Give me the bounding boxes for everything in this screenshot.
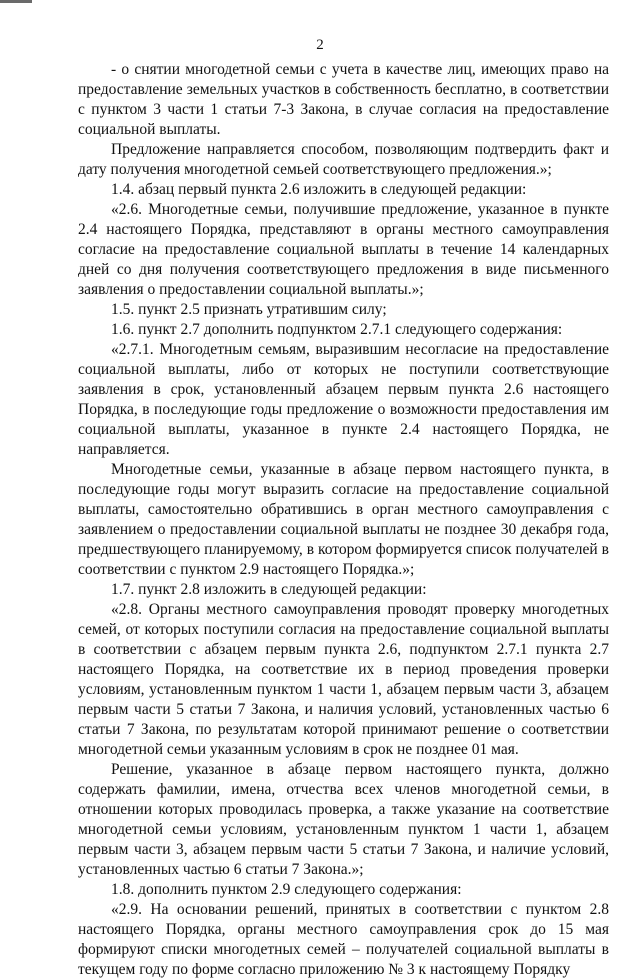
paragraph-item-1-5: 1.5. пункт 2.5 признать утратившим силу;	[111, 301, 387, 318]
paragraph-clause-2-8: «2.8. Органы местного самоуправления проводят проверку многодетных семей, от которых поступили согласия на предоставление социальной выплаты в соответствии с абзацем первым пункта 2.6, подпунктом 2.7.1 пункта 2.7 настоящего Порядка, на соответствие их в период проведения проверки условиям, установленным пунктом 1 части 1, абзацем первым части 3, абзацем первым части 5 статьи 7 Закона, и наличия условий, установленных частью 6 статьи 7 Закона, по результатам которой принимают решение о соответствии многодетной семьи указанным условиям в срок не позднее 01 мая.	[78, 601, 609, 758]
paragraph-item-1-8: 1.8. дополнить пунктом 2.9 следующего содержания:	[111, 881, 462, 898]
page-number: 2	[316, 37, 324, 53]
paragraph-families-later-years: Многодетные семьи, указанные в абзаце первом настоящего пункта, в последующие годы могут выразить согласие на предоставление социальной выплаты, самостоятельно обратившись в орган местного самоуправления с заявлением о предоставлении социальной выплаты не позднее 30 декабря года, предшествующего планируемому, в котором формируется список получателей в соответствии с пунктом 2.9 настоящего Порядка.»;	[78, 461, 609, 578]
paragraph-item-1-4: 1.4. абзац первый пункта 2.6 изложить в следующей редакции:	[111, 181, 527, 198]
paragraph-clause-2-6: «2.6. Многодетные семьи, получившие предложение, указанное в пункте 2.4 настоящего Порядка, представляют в органы местного самоуправления согласие на предоставление социальной выплаты в течение 14 календарных дней со дня получения соответствующего предложения в виде письменного заявления о предоставлении социальной выплаты.»;	[78, 201, 609, 298]
paragraph-clause-2-9: «2.9. На основании решений, принятых в соответствии с пунктом 2.8 настоящего Порядка, органы местного самоуправления срок до 15 мая формируют списки многодетных семей – получателей социальной выплаты в текущем году по форме согласно приложению № 3 к настоящему Порядку	[78, 901, 609, 978]
paragraph-proposal-delivery: Предложение направляется способом, позволяющим подтвердить факт и дату получения многодетной семьей соответствующего предложения.»;	[78, 141, 609, 178]
paragraph-land-registration: - о снятии многодетной семьи с учета в качестве лиц, имеющих право на предоставление земельных участков в собственность бесплатно, в соответствии с пунктом 3 части 1 статьи 7-3 Закона, в случае согласия на предоставление социальной выплаты.	[78, 61, 609, 138]
document-body	[78, 60, 609, 980]
paragraph-item-1-7: 1.7. пункт 2.8 изложить в следующей редакции:	[111, 581, 427, 598]
paragraph-clause-2-7-1: «2.7.1. Многодетным семьям, выразившим несогласие на предоставление социальной выплаты, либо от которых не поступили соответствующие заявления в срок, установленный абзацем первым пункта 2.6 настоящего Порядка, в последующие годы предложение о возможности предоставления им социальной выплаты, указанное в пункте 2.4 настоящего Порядка, не направляется.	[78, 341, 609, 458]
paragraph-decision-content: Решение, указанное в абзаце первом настоящего пункта, должно содержать фамилии, имена, отчества всех членов многодетной семьи, в отношении которых проводилась проверка, а также указание на соответствие многодетной семьи условиям, установленным пунктом 1 части 1, абзацем первым части 3, абзацем первым части 5 статьи 7 Закона, и наличие условий, установленных частью 6 статьи 7 Закона.»;	[78, 761, 609, 878]
paragraph-item-1-6: 1.6. пункт 2.7 дополнить подпунктом 2.7.1 следующего содержания:	[111, 321, 563, 338]
scan-corner-mark	[0, 0, 32, 3]
